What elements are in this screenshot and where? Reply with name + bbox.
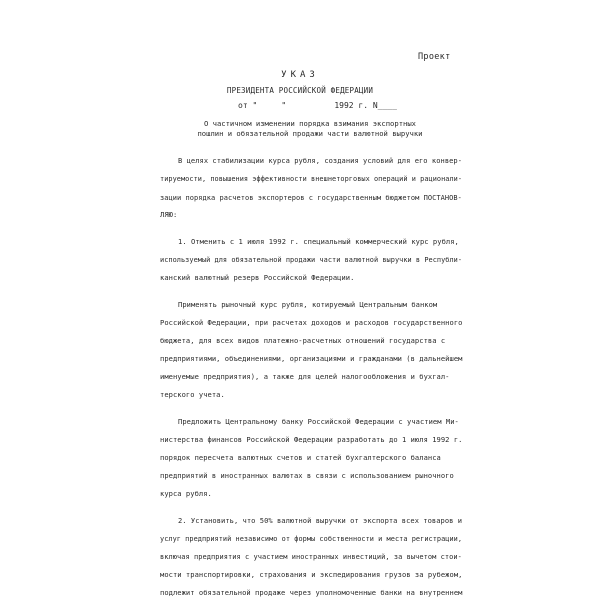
decree-issuer: ПРЕЗИДЕНТА РОССИЙСКОЙ ФЕДЕРАЦИИ [226,86,374,95]
decree-dateline: от " " 1992 г. N____ [238,101,397,110]
body-line: канский валютный резерв Российской Федерации. [160,273,355,282]
body-line: нистерства финансов Российской Федерации разработать до 1 июля 1992 г. [160,435,463,444]
body-line: включая предприятия с участием иностранных инвестиций, за вычетом стои- [160,552,462,561]
body-line: курса рубля. [160,489,212,498]
body-line: тируемости, повышения эффективности внешнеторговых операций и рационали- [160,174,463,183]
body-line: именуемые предприятия), а также для целей налогообложения и бухгал- [160,372,450,381]
decree-topic-line: О частичном изменении порядка взимания экспортных [203,119,417,128]
body-line: бюджета, для всех видов платежно-расчетных отношений государства с [160,336,446,345]
body-line: Применять рыночный курс рубля, котируемый Центральным банком [178,300,438,309]
body-line: подлежит обязательной продаже через уполномоченные банки на внутреннем [160,588,463,597]
body-line: порядок пересчета валютных счетов и статей бухгалтерского баланса [160,453,441,462]
decree-topic [170,119,450,139]
decree-topic-line: пошлин и обязательной продажи части валютной выручки [197,129,423,138]
body-line: используемый для обязательной продажи части валютной выручки в Республи- [160,255,463,264]
body-line: услуг предприятий независимо от формы собственности и места регистрации, [160,534,463,543]
draft-stamp: Проект [418,52,451,62]
body-line: мости транспортировки, страхования и экспедирования грузов за рубежом, [160,570,463,579]
body-line: 1. Отменить с 1 июля 1992 г. специальный коммерческий курс рубля, [178,237,459,246]
body-line: ЛЯЮ: [160,210,178,219]
decree-title: УКАЗ [281,70,319,80]
body-line: зации порядка расчетов экспортеров с государственным бюджетом ПОСТАНОВ- [160,193,462,202]
body-line: терского учета. [160,390,225,399]
body-line: Российской Федерации, при расчетах доходов и расходов государственного [160,318,463,327]
body-line: 2. Установить, что 50% валютной выручки от экспорта всех товаров и [178,516,463,525]
body-line: Предложить Центральному банку Российской Федерации с участием Ми- [178,417,459,426]
body-line: В целях стабилизации курса рубля, создания условий для его конвер- [178,156,463,165]
body-line: предприятиями, объединениями, организациями и гражданами (в дальнейшем [160,354,463,363]
body-line: предприятий в иностранных валютах в связи с использованием рыночного [160,471,454,480]
